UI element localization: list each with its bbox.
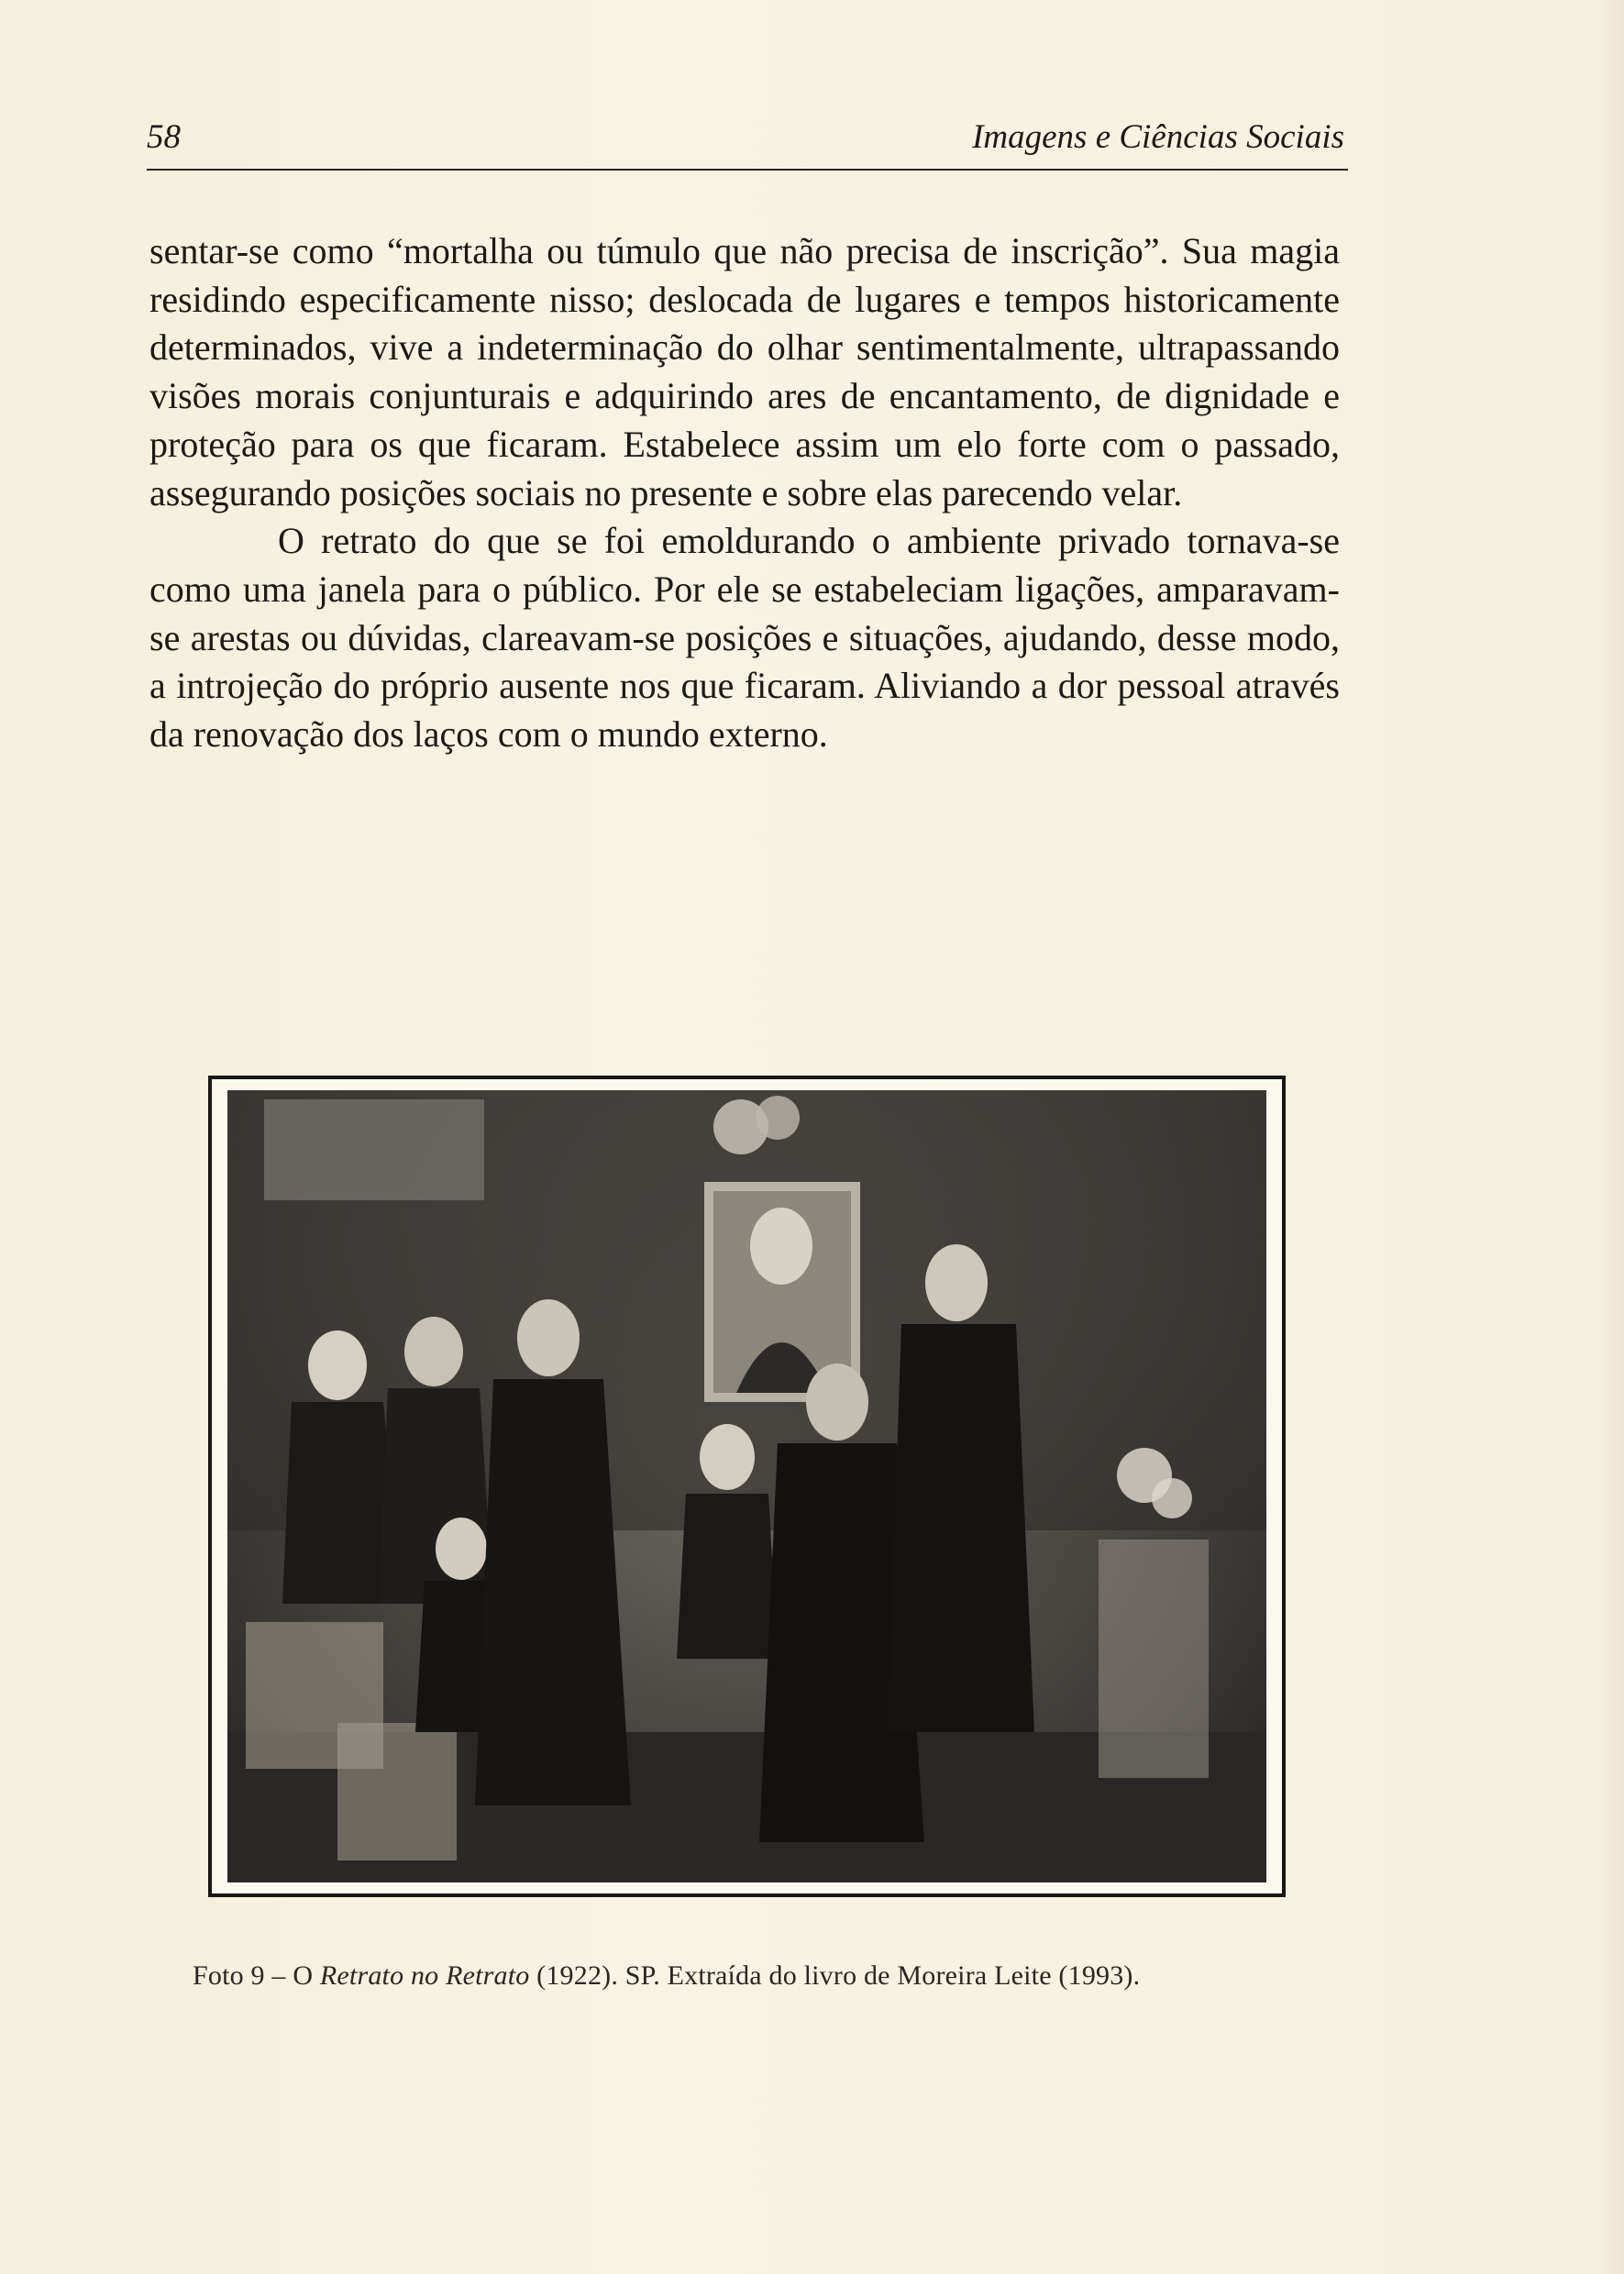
body-text <box>149 227 1340 759</box>
family-portrait-photo <box>227 1090 1266 1882</box>
figure-caption <box>193 1960 1293 1992</box>
photo-illustration <box>227 1090 1266 1882</box>
caption-suffix: (1922). SP. Extraída do livro de Moreira Leite (1993). <box>529 1960 1141 1991</box>
caption-prefix: Foto 9 – O <box>193 1960 320 1991</box>
page-edge-shadow <box>1596 0 1624 2274</box>
running-title: Imagens e Ciências Sociais <box>972 118 1344 156</box>
paragraph: sentar-se como “mortalha ou túmulo que não precisa de inscrição”. Sua magia residindo especificamente nisso; deslocada de lugares e tempos historicamente determinados, vive a indeterminação do olhar sentimentalmente, ultrapassando visões morais conjunturais e adquirindo ares de encantamento, de dignidade e proteção para os que ficaram. Estabelece assim um elo forte com o passado, assegurando posições sociais no presente e sobre elas parecendo velar. <box>149 230 1340 513</box>
page-header <box>147 117 1348 171</box>
photo-frame <box>208 1076 1286 1897</box>
caption-title: Retrato no Retrato <box>319 1960 530 1991</box>
page-number: 58 <box>147 118 181 156</box>
paragraph: O retrato do que se foi emoldurando o ambiente privado tornava-se como uma janela para o público. Por ele se estabeleciam ligações, amparavam-se arestas ou dúvidas, clareavam-se posições e situações, ajudando, desse modo, a introjeção do próprio ausente nos que ficaram. Aliviando a dor pessoal através da renovação dos laços com o mundo externo. <box>149 520 1340 756</box>
